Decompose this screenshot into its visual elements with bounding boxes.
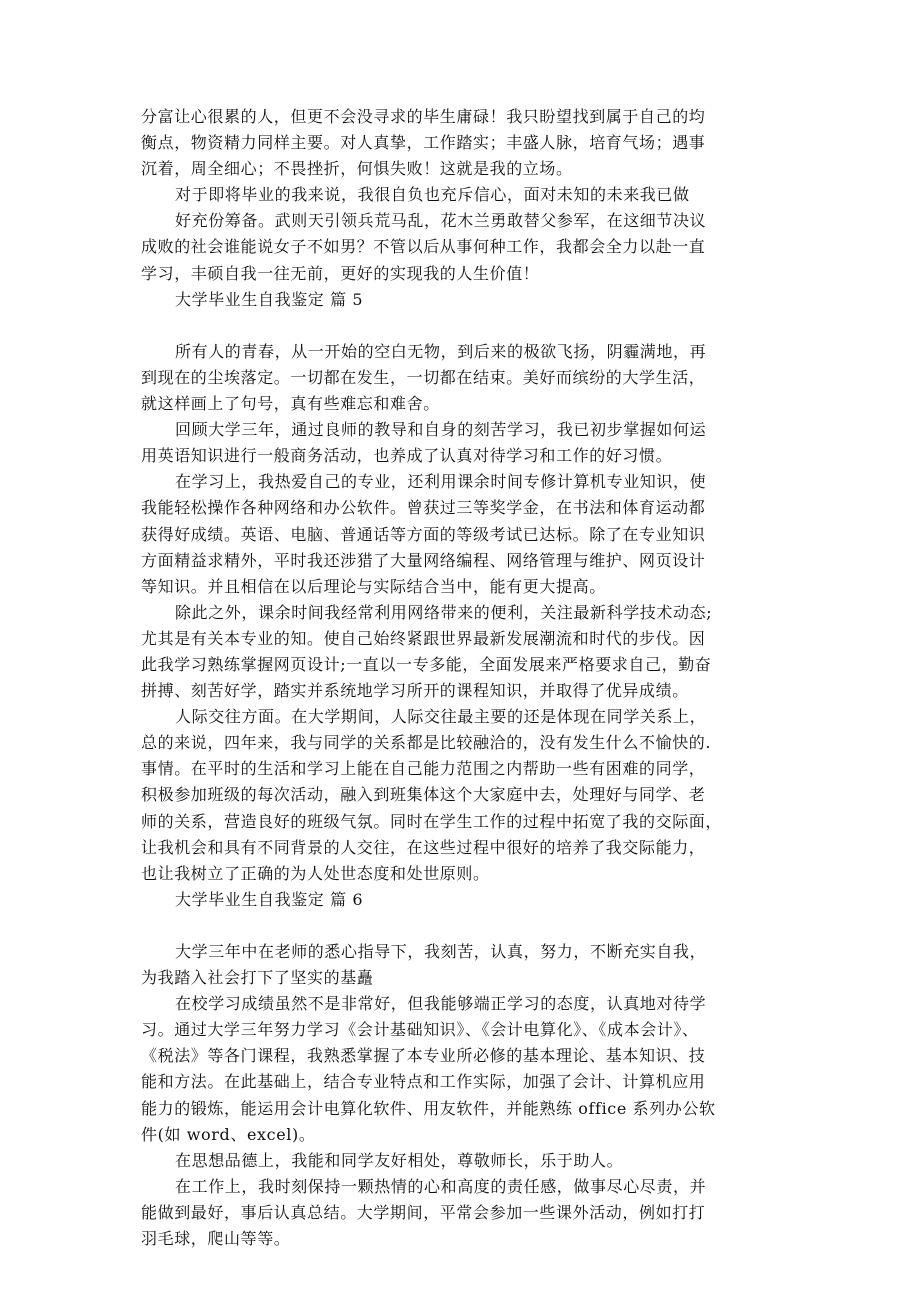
- text-line: 羽毛球，爬山等等。: [141, 1229, 291, 1249]
- blank-line: [141, 913, 781, 939]
- text-line: 能力的锻炼，能运用会计电算化软件、用友软件，并能熟练 office 系列办公软: [141, 1098, 716, 1118]
- blank-line: [141, 313, 781, 339]
- text-line: 也让我树立了正确的为人处世态度和处世原则。: [141, 863, 490, 883]
- text-line: 到现在的尘埃落定。一切都在发生，一切都在结束。美好而缤纷的大学生活，: [141, 367, 706, 387]
- text-line: 在工作上，我时刻保持一颗热情的心和高度的责任感，做事尽心尽责，并: [175, 1176, 707, 1196]
- text-line: 尤其是有关本专业的知。使自己始终紧跟世界最新发展潮流和时代的步伐。因: [141, 628, 706, 648]
- text-line: 人际交往方面。在大学期间，人际交往最主要的还是体现在同学关系上，: [175, 707, 707, 727]
- document-page: [141, 104, 781, 1252]
- text-line: 此我学习熟练掌握网页设计;一直以一专多能，全面发展来严格要求自己，勤奋: [141, 654, 712, 674]
- text-line: 好充份筹备。武则天引领兵荒马乱，花木兰勇敢替父参军，在这细节决议: [175, 211, 707, 231]
- text-line: 回顾大学三年，通过良师的教导和自身的刻苦学习，我已初步掌握如何运: [175, 420, 707, 440]
- text-line: 为我踏入社会打下了坚实的基矗: [141, 968, 374, 988]
- text-line: 成败的社会谁能说女子不如男？不管以后从事何种工作，我都会全力以赴一直: [141, 237, 706, 257]
- text-line: 获得好成绩。英语、电脑、普通话等方面的等级考试已达标。除了在专业知识: [141, 524, 706, 544]
- text-line: 事情。在平时的生活和学习上能在自己能力范围之内帮助一些有困难的同学，: [141, 759, 706, 779]
- text-line: 在学习上，我热爱自己的专业，还利用课余时间专修计算机专业知识，使: [175, 472, 707, 492]
- text-line: 在校学习成绩虽然不是非常好，但我能够端正学习的态度，认真地对待学: [175, 994, 707, 1014]
- text-line: 方面精益求精外，平时我还涉猎了大量网络编程、网络管理与维护、网页设计: [141, 550, 706, 570]
- text-line: 件(如 word、excel)。: [141, 1124, 316, 1144]
- section-heading: 大学毕业生自我鉴定 篇 6: [175, 889, 364, 909]
- text-line: 所有人的青春，从一开始的空白无物，到后来的极欲飞扬，阴霾满地，再: [175, 341, 707, 361]
- text-line: 积极参加班级的每次活动，融入到班集体这个大家庭中去，处理好与同学、老: [141, 785, 706, 805]
- text-line: 学习，丰硕自我一往无前，更好的实现我的人生价值！: [141, 263, 540, 283]
- text-line: 师的关系，营造良好的班级气氛。同时在学生工作的过程中拓宽了我的交际面，: [141, 811, 723, 831]
- text-line: 能和方法。在此基础上，结合专业特点和工作实际，加强了会计、计算机应用: [141, 1072, 706, 1092]
- text-line: 能做到最好，事后认真总结。大学期间，平常会参加一些课外活动，例如打打: [141, 1202, 706, 1222]
- text-line: 沉着，周全细心；不畏挫折，何惧失败！这就是我的立场。: [141, 159, 573, 179]
- text-line: 对于即将毕业的我来说，我很自负也充斥信心，面对未知的未来我已做: [175, 185, 690, 205]
- text-line: 在思想品德上，我能和同学友好相处，尊敬师长，乐于助人。: [175, 1150, 624, 1170]
- text-line: 习。通过大学三年努力学习《会计基础知识》、《会计电算化》、《成本会计》、: [141, 1020, 699, 1040]
- text-line: 分富让心很累的人，但更不会没寻求的毕生庸碌！我只盼望找到属于自己的均: [141, 107, 706, 126]
- text-line: 拼搏、刻苦好学，踏实并系统地学习所开的课程知识，并取得了优异成绩。: [141, 681, 689, 701]
- text-line: 总的来说，四年来，我与同学的关系都是比较融洽的，没有发生什么不愉快的.: [141, 733, 712, 753]
- text-line: 我能轻松操作各种网络和办公软件。曾获过三等奖学金，在书法和体育运动都: [141, 498, 706, 518]
- text-line: 就这样画上了句号，真有些难忘和难舍。: [141, 394, 440, 414]
- text-line: 等知识。并且相信在以后理论与实际结合当中，能有更大提高。: [141, 576, 606, 596]
- text-line: 除此之外，课余时间我经常利用网络带来的便利，关注最新科学技术动态;: [175, 602, 713, 622]
- section-heading: 大学毕业生自我鉴定 篇 5: [175, 289, 364, 309]
- text-line: 用英语知识进行一般商务活动，也养成了认真对待学习和工作的好习惯。: [141, 446, 673, 466]
- text-line: 《税法》等各门课程，我熟悉掌握了本专业所必修的基本理论、基本知识、技: [141, 1046, 706, 1066]
- text-line: 大学三年中在老师的悉心指导下，我刻苦，认真，努力，不断充实自我，: [175, 942, 707, 961]
- text-line: 衡点，物资精力同样主要。对人真挚，工作踏实；丰盛人脉，培育气场；遇事: [141, 133, 706, 153]
- text-line: 让我机会和具有不同背景的人交往，在这些过程中很好的培养了我交际能力，: [141, 837, 706, 857]
